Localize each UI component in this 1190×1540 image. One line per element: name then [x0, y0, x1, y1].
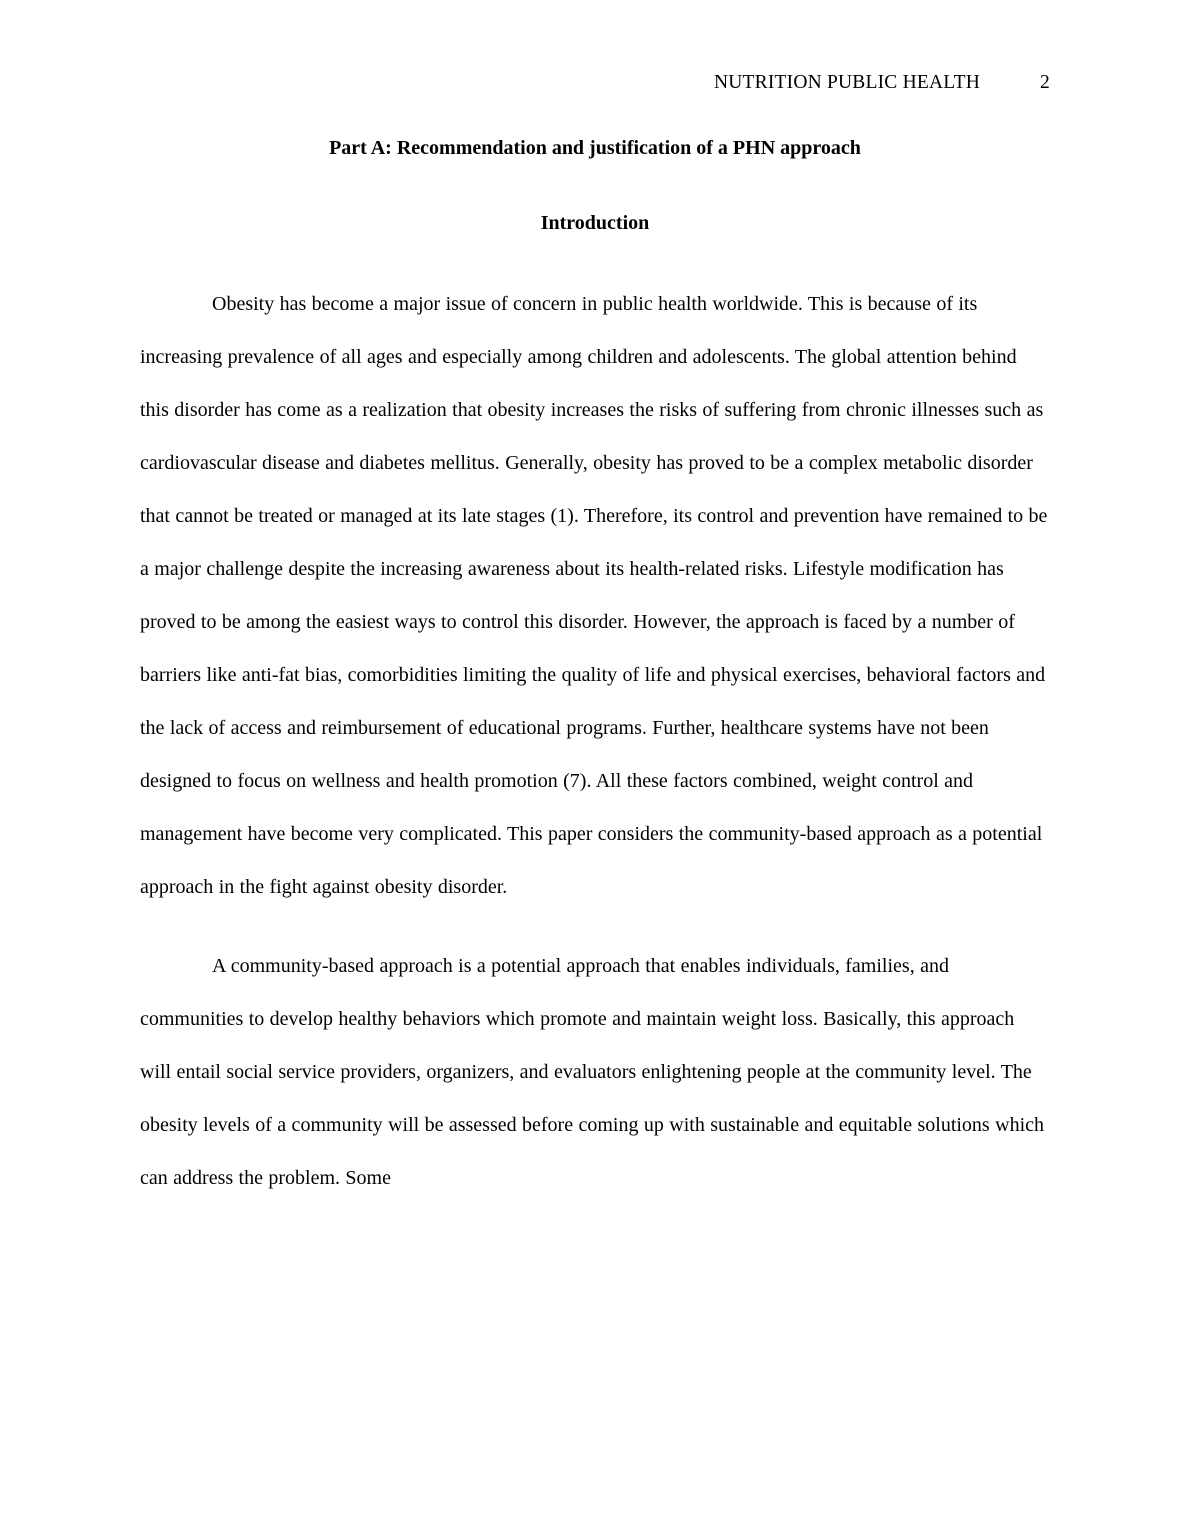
page-number: 2: [1040, 72, 1050, 93]
page-header: [140, 72, 1050, 94]
section-heading-introduction: Introduction: [540, 212, 650, 234]
paragraph: Obesity has become a major issue of concern in public health worldwide. This is because of its increasing prevalence of all ages and especially among children and adolescents. The global attention behind this disorder has come as a realization that obesity increases the risks of suffering from chronic illnesses such as cardiovascular disease and diabetes mellitus. Generally, obesity has proved to be a complex metabolic disorder that cannot be treated or managed at its late stages (1). Therefore, its control and prevention have remained to be a major challenge despite the increasing awareness about its health-related risks. Lifestyle modification has proved to be among the easiest ways to control this disorder. However, the approach is faced by a number of barriers like anti-fat bias, comorbidities limiting the quality of life and physical exercises, behavioral factors and the lack of access and reimbursement of educational programs. Further, healthcare systems have not been designed to focus on wellness and health promotion (7). All these factors combined, weight control and management have become very complicated. This paper considers the community-based approach as a potential approach in the fight against obesity disorder.: [140, 293, 1048, 898]
title-spacer: [140, 169, 1050, 203]
paragraph: A community-based approach is a potential approach that enables individuals, families, and communities to develop healthy behaviors which promote and maintain weight loss. Basically, this approach will entail social service providers, organizers, and evaluators enlightening people at the community level. The obesity levels of a community will be assessed before coming up with sustainable and equitable solutions which can address the problem. Some: [140, 955, 1044, 1189]
running-head-text: NUTRITION PUBLIC HEALTH: [713, 72, 980, 93]
document-body: [140, 128, 1050, 1205]
heading-spacer: [140, 244, 1050, 278]
paragraph-spacer: [140, 914, 1050, 940]
page-title: Part A: Recommendation and justification of a PHN approach: [329, 137, 861, 159]
